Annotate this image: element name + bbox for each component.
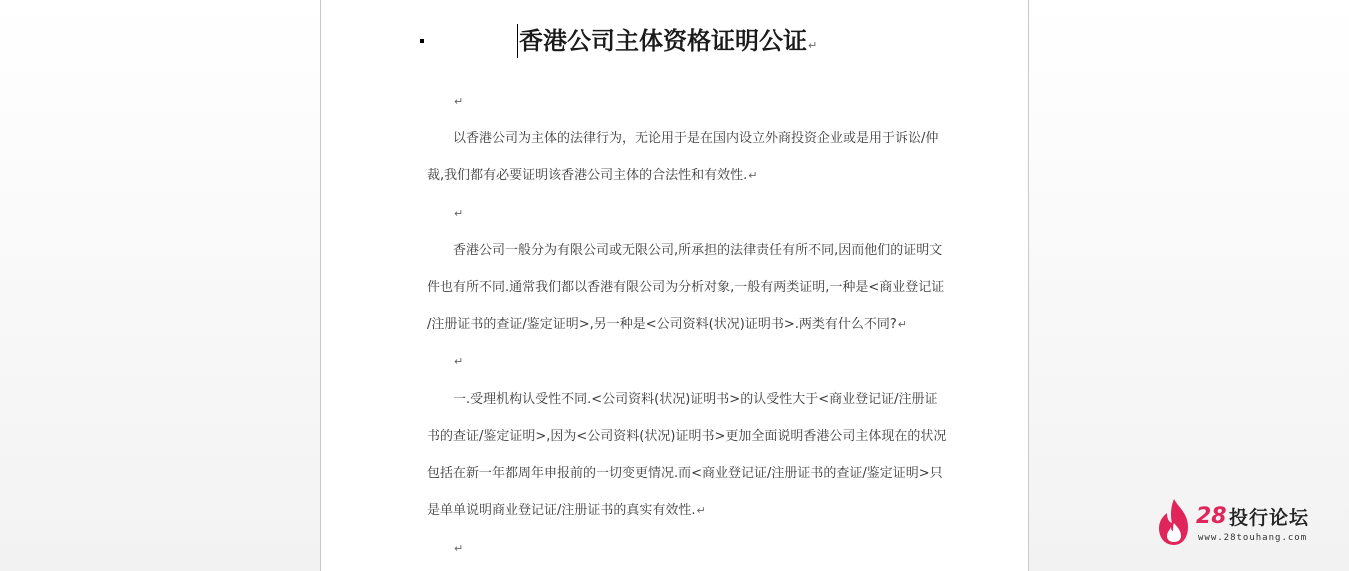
document-line[interactable]: [427, 352, 463, 372]
paragraph-mark-icon: ↵: [897, 318, 907, 331]
document-line[interactable]: [427, 278, 944, 298]
document-line[interactable]: [427, 204, 463, 224]
document-line[interactable]: [427, 166, 757, 186]
document-line[interactable]: [427, 241, 942, 261]
line-text[interactable]: 包括在新一年都周年申报前的一切变更情况.而<商业登记证/注册证书的查证/鉴定证明>只: [427, 466, 943, 481]
document-line[interactable]: [427, 390, 937, 410]
line-text[interactable]: 香港公司一般分为有限公司或无限公司,所承担的法律责任有所不同,因而他们的证明文: [453, 243, 943, 258]
line-text[interactable]: 一.受理机构认受性不同.<公司资料(状况)证明书>的认受性大于<商业登记证/注册证: [453, 392, 938, 407]
document-title[interactable]: 香港公司主体资格证明公证: [519, 26, 807, 55]
document-line[interactable]: [427, 129, 938, 149]
paragraph-mark-icon: ↵: [748, 169, 758, 182]
logo-number: 28: [1196, 504, 1227, 529]
document-line[interactable]: [427, 315, 907, 335]
document-line[interactable]: [427, 464, 943, 484]
watermark-logo: [1154, 497, 1334, 549]
document-page[interactable]: [320, 0, 1029, 571]
paragraph-mark-icon: ↵: [454, 207, 464, 220]
text-cursor: [517, 24, 518, 58]
paragraph-mark-icon: ↵: [454, 95, 464, 108]
line-text[interactable]: 书的查证/鉴定证明>,因为<公司资料(状况)证明书>更加全面说明香港公司主体现在的状况: [427, 429, 947, 444]
paragraph-mark-icon: ↵: [454, 542, 464, 555]
line-text[interactable]: 件也有所不同.通常我们都以香港有限公司为分析对象,一般有两类证明,一种是<商业登记证: [427, 280, 945, 295]
logo-name: 投行论坛: [1229, 507, 1310, 529]
document-line[interactable]: [427, 427, 946, 447]
line-text[interactable]: 裁,我们都有必要证明该香港公司主体的合法性和有效性.: [427, 168, 748, 183]
line-text[interactable]: 以香港公司为主体的法律行为，无论用于是在国内设立外商投资企业或是用于诉讼/仲: [453, 131, 939, 146]
document-line[interactable]: [427, 539, 463, 559]
paragraph-mark-icon: ↵: [454, 355, 464, 368]
line-text[interactable]: 是单单说明商业登记证/注册证书的真实有效性.: [427, 503, 696, 518]
document-line[interactable]: [427, 501, 706, 521]
flame-icon: [1154, 497, 1194, 547]
document-title-line[interactable]: [519, 24, 817, 58]
logo-url: www.28touhang.com: [1198, 533, 1308, 543]
paragraph-mark-icon: ↵: [808, 39, 818, 52]
formatting-mark: [420, 39, 424, 43]
document-line[interactable]: [427, 92, 463, 112]
paragraph-mark-icon: ↵: [696, 504, 706, 517]
line-text[interactable]: /注册证书的查证/鉴定证明>,另一种是<公司资料(状况)证明书>.两类有什么不同?: [427, 317, 897, 332]
